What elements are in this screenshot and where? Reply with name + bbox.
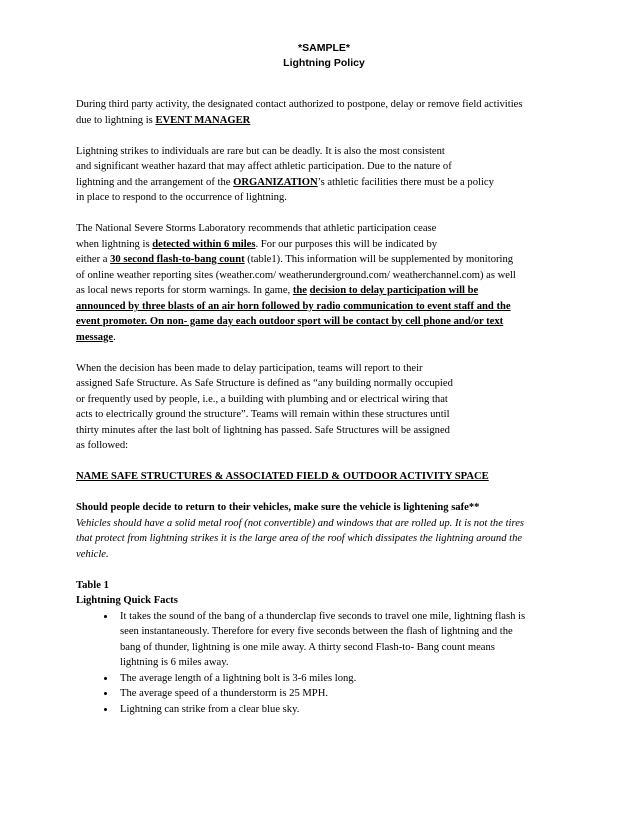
sample-label: *SAMPLE* [298, 42, 350, 54]
table-title: Lightning Quick Facts [76, 595, 178, 606]
facts-list [76, 609, 572, 718]
list-item: • The average speed of a thunderstorm is 25 MPH. [116, 686, 572, 702]
table-section [76, 578, 572, 718]
list-item: • It takes the sound of the bang of a thunderclap five seconds to travel one mile, lightning flash is seen instantaneously. Therefore for every five seconds between the flash of lightning and the bang of thunder, lightning is one mile away. A thirty second Flash-to- Bang count means lightning is 6 miles away. [116, 609, 572, 671]
event-manager-text: EVENT MANAGER [155, 114, 251, 126]
list-item: • Lightning can strike from a clear blue sky. [116, 702, 572, 718]
document-page [76, 41, 572, 717]
paragraph-intro: Lightning strikes to individuals are rare but can be deadly. It is also the most consistent and significant weather hazard that may affect athletic participation. Due to the nature of lightning and the arrangement of the ORGANIZATION’s athletic facilities there must be a policy in place to respond to the occurrence of lightning. [76, 145, 494, 203]
list-item: • The average length of a lightning bolt is 3-6 miles long. [116, 671, 572, 687]
document-header [76, 41, 572, 71]
organization-text: ORGANIZATION [233, 176, 318, 188]
document-title: Lightning Policy [283, 57, 365, 69]
paragraph-vehicle: Should people decide to return to their vehicles, make sure the vehicle is lightening safe** Vehicles should have a solid metal roof (not convertible) and windows that are rolled up. It is not the tires that protect from lightning strikes it is the large area of the roof which dissipates the lightning around the vehicle. [76, 502, 525, 560]
paragraph-nssl: The National Severe Storms Laboratory recommends that athletic participation cease when lightning is detected within 6 miles. For our purposes this will be indicated by either a 30 second flash-to-bang count (table1). This information will be supplemented by monitoring of online weather reporting sites (weather.com/ weatherunderground.com/ weatherchannel.com) as well as local news reports for storm warnings. In game, the decision to delay participation will be announced by three blasts of an air horn followed by radio communication to event staff and the event promoter. On non- game day each outdoor sport will be contact by cell phone and/or text message. [76, 223, 516, 343]
table-label: Table 1 [76, 579, 109, 591]
paragraph-safe-structure: When the decision has been made to delay participation, teams will report to their assigned Safe Structure. As Safe Structure is defined as “any building normally occupied or frequently used by people, i.e., a building with plumbing and or electrical wiring that acts to electrically ground the structure”. Teams will remain within these structures until thirty minutes after the last bolt of lightning has passed. Safe Structures will be assigned as followed: [76, 362, 453, 451]
section-heading: NAME SAFE STRUCTURES & ASSOCIATED FIELD & OUTDOOR ACTIVITY SPACE [76, 471, 489, 482]
paragraph-authority: During third party activity, the designated contact authorized to postpone, delay or remove field activities due to lightning is EVENT MANAGER [76, 99, 523, 126]
